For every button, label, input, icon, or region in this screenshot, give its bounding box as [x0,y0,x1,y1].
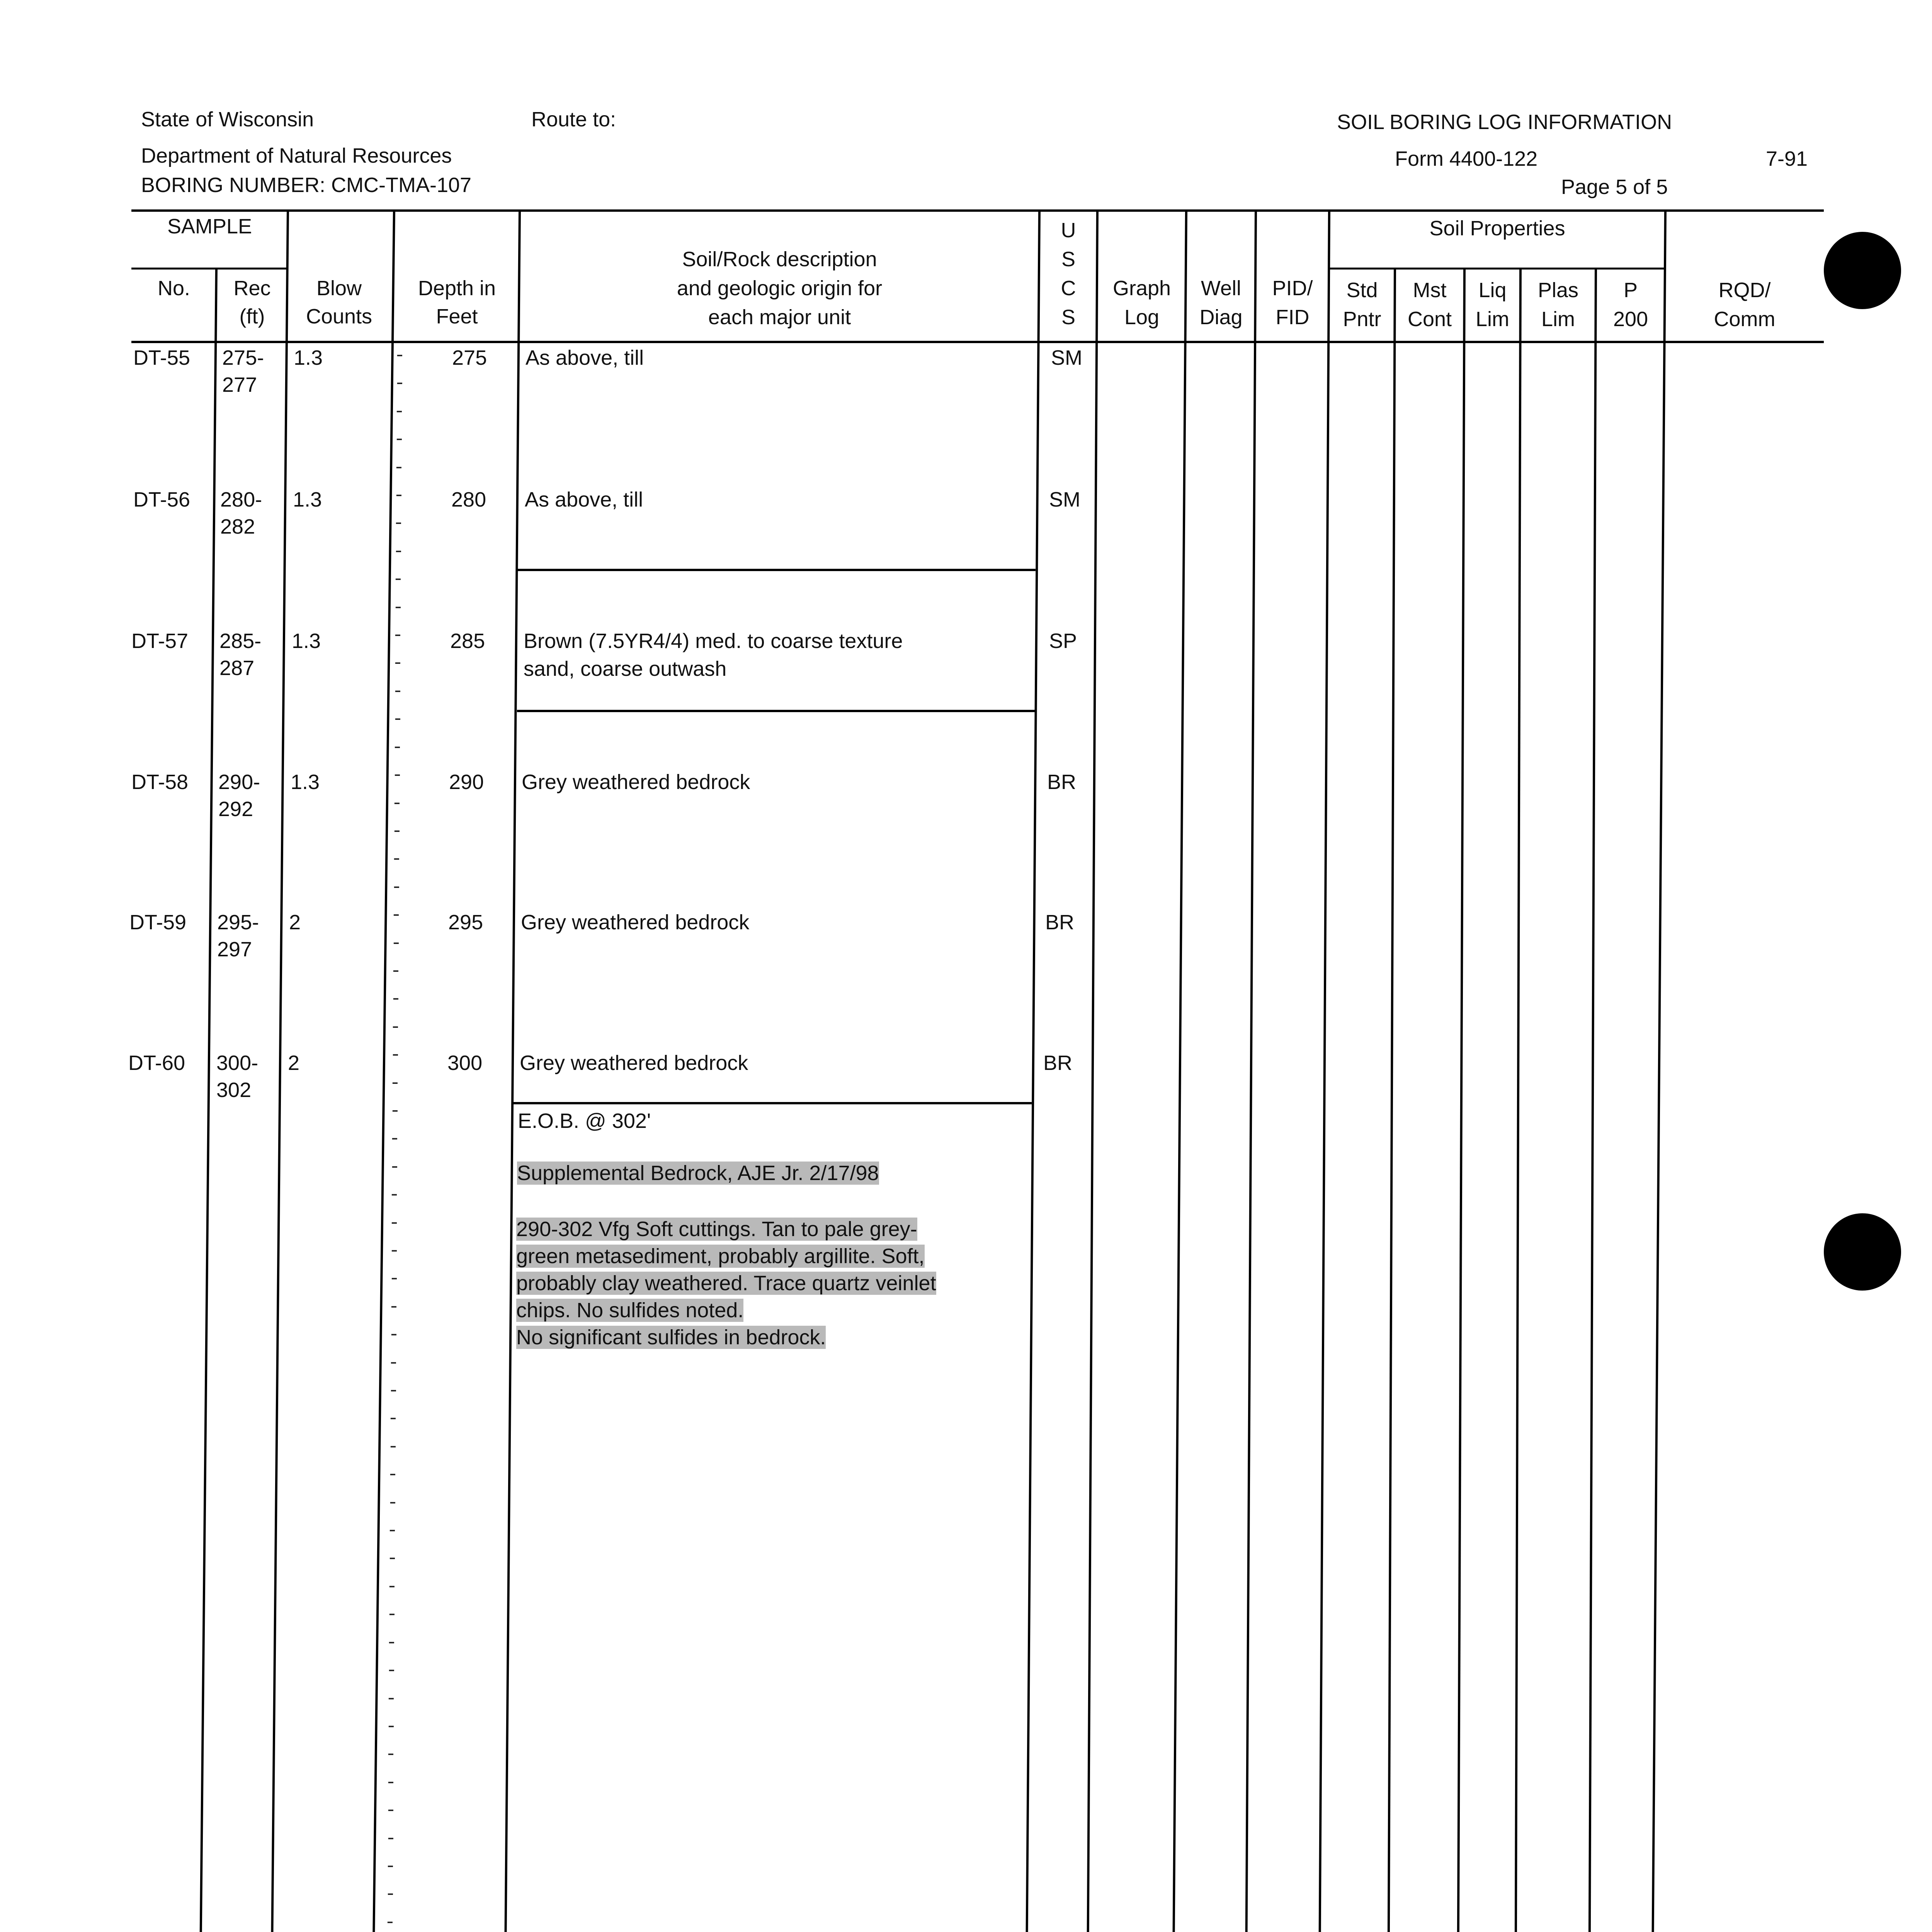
header-sample: SAMPLE [167,215,252,238]
sample-recovery-end: 302 [216,1078,252,1102]
blow-count: 2 [289,911,301,934]
depth-tick: - - [389,1185,401,1234]
sample-recovery-end: 277 [222,373,257,396]
header-rqd: RQD/ [1718,279,1771,302]
header-graph-log: Log [1124,306,1160,329]
sample-number: DT-56 [133,488,190,511]
depth-tick: - - [393,569,405,618]
bedrock-note-line-5 [516,1325,826,1349]
depth-value: 280 [451,488,486,511]
bedrock-note-line-1 [516,1217,917,1241]
depth-tick: - - [385,1744,398,1793]
sample-recovery: 280- [220,488,262,511]
depth-tick: - [384,1912,397,1932]
depth-tick: - - [386,1576,399,1626]
header-uscs-u: U [1061,219,1076,242]
header-liq-lim: Lim [1475,308,1509,331]
depth-tick: - - [391,793,404,842]
blow-count: 2 [288,1051,300,1075]
header-plas: Plas [1537,279,1579,302]
header-uscs-s: S [1061,248,1076,271]
soil-description: Grey weathered bedrock [520,1051,748,1075]
soil-description: Brown (7.5YR4/4) med. to coarse texture [524,629,903,653]
department-name: Department of Natural Resources [141,144,452,167]
soil-description: Grey weathered bedrock [521,911,750,934]
bedrock-note-text: No significant sulfides in bedrock. [516,1326,826,1349]
sample-recovery: 300- [216,1051,259,1075]
form-number: Form 4400-122 [1395,147,1538,170]
header-mst: Mst [1413,279,1447,302]
sample-recovery-end: 297 [217,938,252,961]
depth-tick: - - [392,681,405,730]
soil-description-cont: sand, coarse outwash [524,657,727,680]
header-uscs-c: C [1061,277,1076,300]
blow-count: 1.3 [292,629,321,653]
depth-value: 300 [447,1051,483,1075]
uscs-code: SP [1049,629,1077,653]
depth-tick: - - [389,1129,402,1178]
header-pid: PID/ [1272,277,1313,300]
depth-tick: - - [389,1073,402,1122]
blow-count: 1.3 [293,488,322,511]
sample-recovery-end: 292 [218,798,253,821]
uscs-code: BR [1043,1051,1073,1075]
depth-tick: - - [388,1408,400,1458]
header-description-1: Soil/Rock description [682,248,877,271]
bedrock-note-line-3 [516,1271,936,1295]
supplemental-note [517,1161,879,1185]
blow-count: 1.3 [294,346,323,369]
sample-recovery: 275- [222,346,264,369]
supplemental-note-text: Supplemental Bedrock, AJE Jr. 2/17/98 [517,1162,879,1185]
soil-description: As above, till [526,346,644,369]
header-rqd-comm: Comm [1714,308,1776,331]
uscs-code: BR [1045,911,1075,934]
header-well-diag: Diag [1199,306,1243,329]
state-name: State of Wisconsin [141,108,314,131]
form-title: SOIL BORING LOG INFORMATION [1337,111,1672,134]
header-description-2: and geologic origin for [677,277,883,300]
depth-tick: - - [389,1241,401,1290]
bedrock-note-text: green metasediment, probably argillite. Soft, [516,1245,925,1268]
header-rec-unit: (ft) [239,305,265,328]
uscs-code: BR [1047,770,1077,794]
depth-tick: - - [391,849,404,898]
bedrock-note-line-2 [516,1244,925,1268]
depth-tick: - - [386,1632,399,1682]
header-p: P [1623,279,1638,302]
sample-recovery-end: 287 [219,656,255,680]
header-std: Std [1346,279,1378,302]
sample-recovery: 295- [217,911,259,934]
depth-tick: - - [391,905,403,954]
page-number: Page 5 of 5 [1561,175,1668,199]
form-revision: 7-91 [1766,147,1808,170]
header-p-200: 200 [1613,308,1648,331]
depth-tick: - - [390,961,403,1010]
header-depth-feet: Feet [436,305,478,328]
depth-tick: - - [394,345,407,395]
depth-tick: - - [393,513,406,562]
bedrock-note-text: chips. No sulfides noted. [516,1299,744,1322]
bedrock-note-text: probably clay weathered. Trace quartz veinlet [516,1272,936,1295]
header-soil-properties: Soil Properties [1429,217,1565,240]
header-blow-counts: Counts [306,305,372,328]
header-liq: Liq [1478,279,1507,302]
sample-number: DT-55 [133,346,190,369]
header-description-3: each major unit [708,306,851,329]
sample-recovery: 290- [218,770,260,794]
depth-tick: - - [388,1352,401,1402]
depth-tick: - - [387,1464,400,1514]
sample-number: DT-59 [129,911,187,934]
depth-tick: - - [390,1017,403,1066]
uscs-code: SM [1049,488,1080,511]
depth-tick-column [384,342,421,1932]
header-well: Well [1201,277,1242,300]
header-pid-fid: FID [1276,306,1310,329]
depth-tick: - - [386,1688,398,1737]
header-mst-cont: Cont [1407,308,1452,331]
header-std-pntr: Pntr [1343,308,1381,331]
header-plas-lim: Lim [1541,308,1575,331]
depth-tick: - - [392,737,405,786]
depth-tick: - - [392,625,405,674]
depth-tick: - - [393,457,406,507]
header-uscs-s2: S [1061,306,1076,329]
end-of-boring-note: E.O.B. @ 302' [518,1109,651,1133]
blow-count: 1.3 [291,770,320,794]
header-depth: Depth in [418,277,496,300]
boring-number: BORING NUMBER: CMC-TMA-107 [141,173,472,197]
bedrock-note-line-4 [516,1298,743,1322]
depth-value: 285 [450,629,485,653]
depth-tick: - - [394,401,406,451]
depth-value: 275 [452,346,487,369]
header-blow: Blow [316,277,362,300]
uscs-code: SM [1051,346,1082,369]
route-to-label: Route to: [531,108,616,131]
depth-tick: - - [385,1800,398,1849]
header-rec: Rec [233,277,271,300]
bedrock-note-text: 290-302 Vfg Soft cuttings. Tan to pale grey- [516,1218,917,1241]
sample-recovery: 285- [219,629,262,653]
depth-tick: - - [387,1520,400,1570]
header-no: No. [157,277,190,300]
sample-number: DT-57 [131,629,189,653]
sample-number: DT-60 [128,1051,185,1075]
depth-tick: - - [385,1856,398,1905]
depth-value: 290 [449,770,484,794]
soil-description: As above, till [525,488,643,511]
soil-description: Grey weathered bedrock [522,770,750,794]
sample-number: DT-58 [131,770,189,794]
header-graph: Graph [1112,277,1171,300]
sample-recovery-end: 282 [220,515,255,538]
depth-tick: - - [388,1296,401,1346]
depth-value: 295 [448,911,483,934]
